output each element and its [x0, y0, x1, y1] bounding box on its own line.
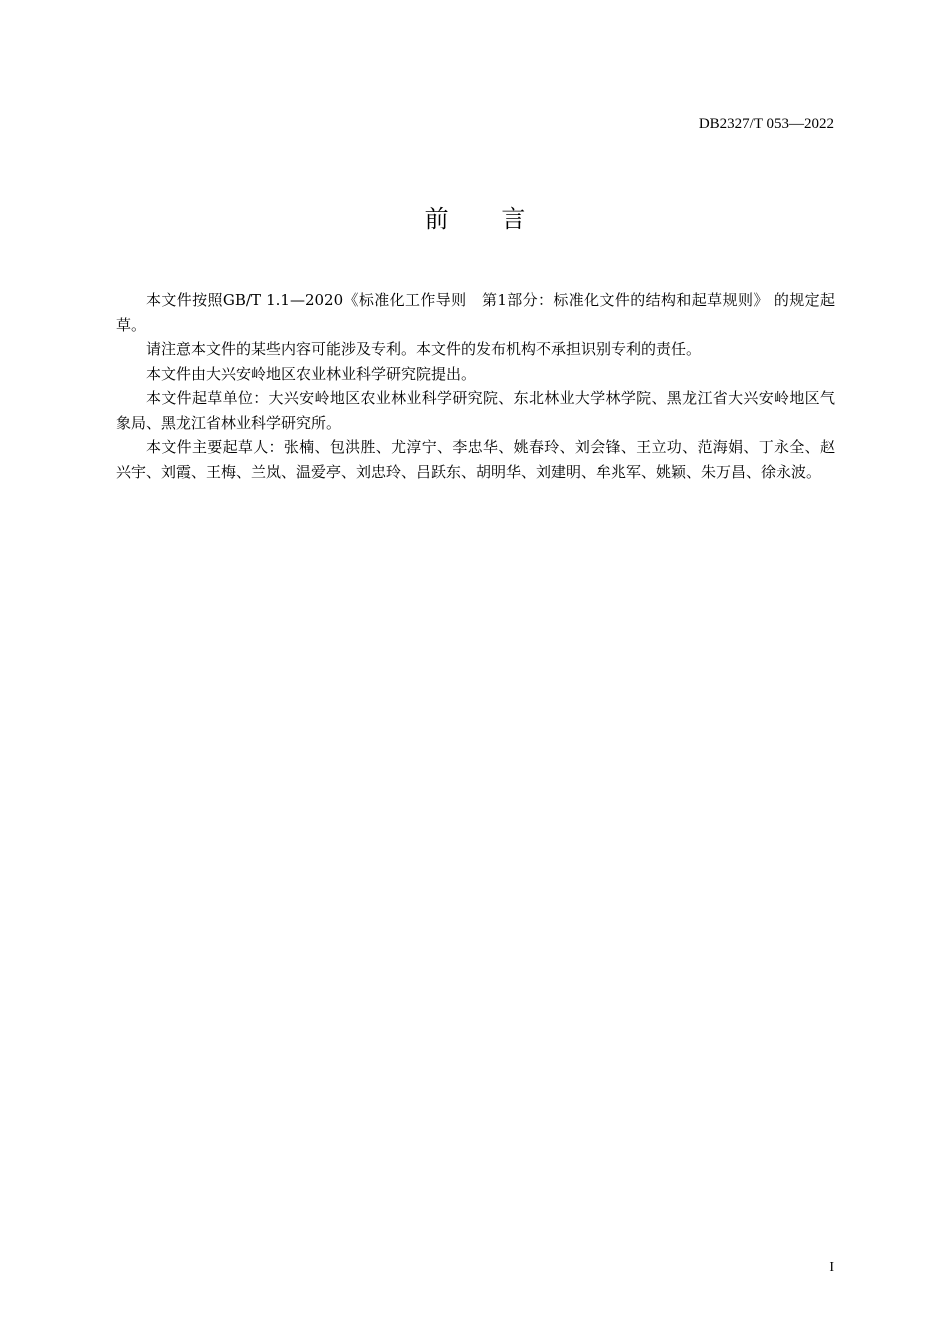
paragraph-drafting-rules: 本文件按照GB/T 1.1—2020《标准化工作导则 第1部分：标准化文件的结构和起草规则》 的规定起草。: [116, 291, 835, 334]
paragraph-drafting-units: 本文件起草单位：大兴安岭地区农业林业科学研究院、东北林业大学林学院、黑龙江省大兴安岭地区气象局、黑龙江省林业科学研究所。: [116, 389, 835, 432]
paragraph-drafters: 本文件主要起草人：张楠、包洪胜、尤淳宁、李忠华、姚春玲、刘会锋、王立功、范海娟、丁永全、赵兴宇、刘霞、王梅、兰岚、温爱亭、刘忠玲、吕跃东、胡明华、刘建明、牟兆军、姚颖、朱万昌、徐永波。: [116, 438, 835, 481]
page-number: I: [829, 1260, 834, 1275]
document-id: DB2327/T 053—2022: [698, 116, 834, 132]
page-title: 前言: [424, 205, 579, 233]
foreword-body: [116, 288, 835, 484]
paragraph-proposer: 本文件由大兴安岭地区农业林业科学研究院提出。: [146, 364, 477, 383]
paragraph-patent-notice: 请注意本文件的某些内容可能涉及专利。本文件的发布机构不承担识别专利的责任。: [146, 340, 702, 358]
